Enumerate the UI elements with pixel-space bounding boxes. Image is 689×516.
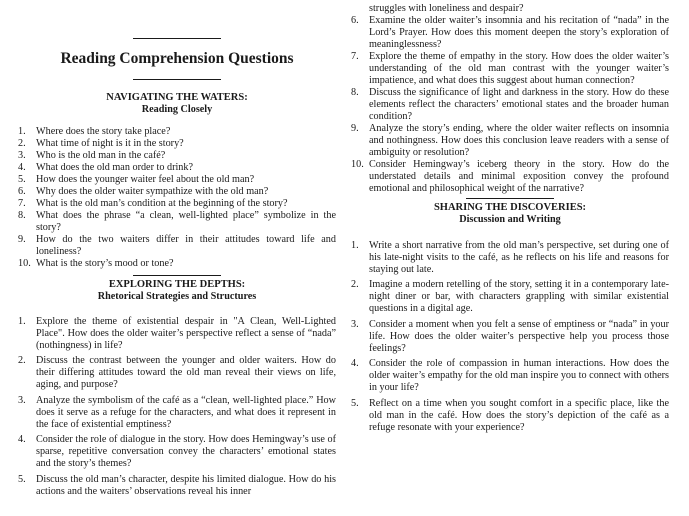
question-number: 4. (18, 162, 26, 173)
question-text: What is the old man’s condition at the beginning of the story? (36, 198, 288, 209)
question-item (18, 210, 336, 234)
question-text: How does the younger waiter feel about the old man? (36, 174, 255, 185)
question-number: 1. (18, 316, 26, 327)
section1-question-list (18, 126, 336, 270)
title-rule-top (133, 38, 221, 39)
question-text: What does the old man order to drink? (36, 162, 194, 173)
question-text: Analyze the symbolism of the café as a “clean, well-lighted place.” How does it serve as a refuge for the characters, and what does it represent in the face of existential emptiness? (36, 394, 336, 430)
question-item (18, 162, 336, 174)
section3-title: SHARING THE DISCOVERIES: (433, 202, 587, 213)
question-number: 10. (351, 159, 364, 170)
question-number: 3. (351, 318, 359, 330)
section2-question-list-continued (351, 3, 669, 195)
question-item (18, 258, 336, 270)
question-item (18, 434, 336, 470)
question-text: Imagine a modern retelling of the story, setting it in a contemporary late-night diner or bar, with characters grappling with similar existential questions in a digital age. (369, 279, 669, 315)
question-item (351, 87, 669, 123)
question-text: Explore the theme of existential despair in "A Clean, Well-Lighted Place". How does the older waiter’s perspective reflect a sense of “nada” (nothingness) in life? (36, 316, 336, 351)
question-item (351, 398, 669, 434)
question-number: 1. (18, 126, 26, 137)
question-number (351, 3, 369, 15)
section3-subtitle: Discussion and Writing (459, 214, 561, 225)
question-text: What does the phrase “a clean, well-lighted place” symbolize in the story? (36, 210, 336, 233)
question-item (351, 159, 669, 195)
section2-question-list (18, 316, 336, 498)
question-text: Examine the older waiter’s insomnia and his recitation of “nada” in the Lord’s Prayer. How does this moment deepen the story’s exploration of meaninglessness? (369, 15, 669, 50)
question-text: Consider a moment when you felt a sense of emptiness or “nada” in your life. How does the older waiter’s perspective help you process those feelings? (369, 318, 669, 354)
question-text: Consider the role of compassion in human interactions. How does the older waiter’s empathy for the old man inspire you to connect with others in your life? (369, 358, 669, 394)
question-text: Why does the older waiter sympathize with the old man? (36, 186, 269, 197)
question-number: 6. (18, 186, 26, 197)
question-number: 9. (351, 123, 359, 134)
question-number: 3. (18, 150, 26, 161)
question-number: 6. (351, 15, 359, 26)
question-number: 2. (18, 138, 26, 149)
question-text: Discuss the significance of light and darkness in the story. How do these elements reflect the characters’ emotional states and the broader human condition? (369, 87, 669, 122)
question-number: 10. (18, 258, 31, 269)
question-item (18, 198, 336, 210)
section2-subtitle: Rhetorical Strategies and Structures (97, 291, 257, 302)
question-text: Who is the old man in the café? (36, 150, 166, 161)
question-text: Explore the theme of empathy in the story. How does the older waiter’s understanding of the old man contrast with the younger waiter’s impatience, and what does this suggest about human connection? (369, 51, 669, 86)
question-number: 8. (351, 87, 359, 98)
question-number: 9. (18, 234, 26, 245)
section1-subtitle: Reading Closely (141, 104, 213, 115)
question-number: 1. (351, 240, 359, 251)
question-number: 2. (351, 279, 359, 291)
question-item (351, 358, 669, 394)
question-item (18, 474, 336, 498)
question-number: 5. (351, 397, 359, 409)
question-item (18, 395, 336, 431)
question-item (351, 3, 669, 15)
question-text: Consider Hemingway’s iceberg theory in the story. How do the understated details and minimal exposition convey the profound emotional and philosophical weight of the narrative? (369, 159, 669, 194)
right-column (351, 0, 669, 437)
question-number: 7. (18, 198, 26, 209)
question-number: 3. (18, 394, 26, 406)
question-item (351, 123, 669, 159)
question-item (18, 126, 336, 138)
question-item (351, 319, 669, 355)
question-number: 4. (18, 434, 26, 446)
question-text: Discuss the contrast between the younger and older waiters. How do their differing attitudes toward the old man reveal their views on life, aging, and purpose? (36, 355, 336, 391)
question-item (18, 316, 336, 352)
section2-title: EXPLORING THE DEPTHS: (108, 279, 246, 290)
question-text: Discuss the old man’s character, despite his limited dialogue. How do his actions and the waiters’ observations reveal his inner (36, 473, 336, 497)
question-number: 4. (351, 358, 359, 370)
question-text: Where does the story take place? (36, 126, 171, 137)
question-number: 7. (351, 51, 359, 62)
question-item (18, 234, 336, 258)
question-text: What time of night is it in the story? (36, 138, 184, 149)
question-item (351, 15, 669, 51)
question-item (351, 279, 669, 315)
question-number: 5. (18, 174, 26, 185)
question-text: struggles with loneliness and despair? (369, 3, 524, 14)
left-column (18, 0, 336, 501)
question-number: 8. (18, 210, 26, 221)
question-item (351, 240, 669, 276)
section3-question-list (351, 240, 669, 434)
question-item (18, 150, 336, 162)
question-text: Write a short narrative from the old man’s perspective, set during one of his late-night visits to the café, as he reflects on his life and reasons for staying out late. (369, 240, 669, 275)
question-text: Reflect on a time when you sought comfort in a specific place, like the old man in the café. How does the story’s depiction of the café as a refuge resonate with your experience? (369, 397, 669, 433)
question-text: Consider the role of dialogue in the story. How does Hemingway’s use of sparse, repetitive conversation convey the characters’ emotional states and the story’s themes? (36, 434, 336, 470)
question-item (18, 186, 336, 198)
question-number: 2. (18, 355, 26, 367)
question-item (18, 138, 336, 150)
page-title: Reading Comprehension Questions (60, 50, 294, 67)
question-text: What is the story’s mood or tone? (36, 258, 174, 269)
question-text: How do the two waiters differ in their attitudes toward life and loneliness? (36, 234, 336, 257)
question-item (351, 51, 669, 87)
section1-title: NAVIGATING THE WATERS: (106, 92, 248, 103)
question-item (18, 174, 336, 186)
question-number: 5. (18, 473, 26, 485)
question-item (18, 355, 336, 391)
question-text: Analyze the story’s ending, where the older waiter reflects on insomnia and nothingness. How does this conclusion leave readers with a sense of ambiguity or resolution? (369, 123, 669, 158)
